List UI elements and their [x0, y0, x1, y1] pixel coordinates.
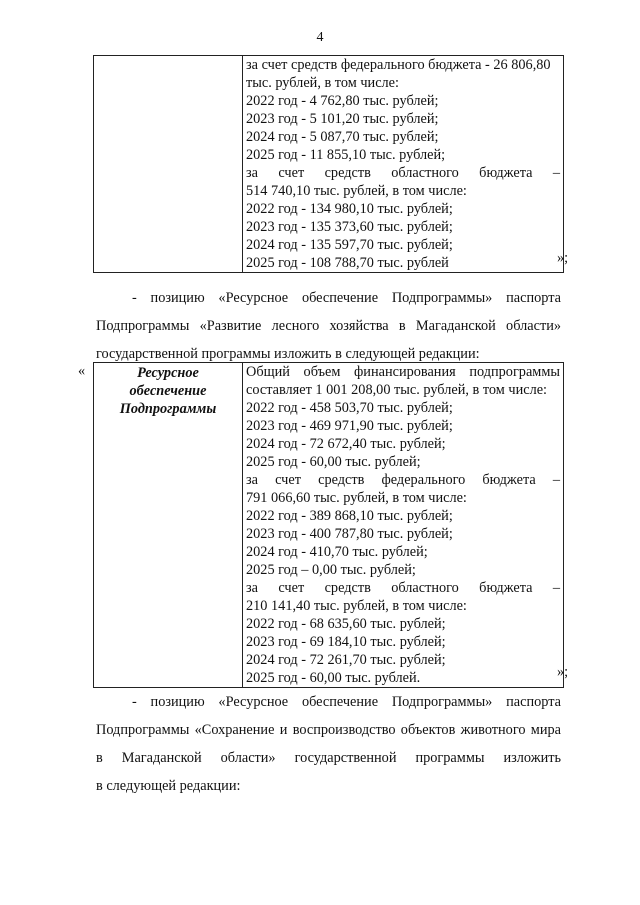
table2-value-cell [243, 363, 564, 688]
table2-line: 2025 год - 60,00 тыс. рублей; [246, 454, 421, 470]
table2-label-cell: Ресурсное обеспечение Подпрограммы [94, 363, 243, 688]
table2-line: 2024 год - 72 261,70 тыс. рублей; [246, 652, 446, 668]
paragraph1-line: Подпрограммы «Развитие лесного хозяйства в Магаданской области» [96, 318, 561, 334]
table1-line: 2024 год - 5 087,70 тыс. рублей; [246, 129, 439, 145]
table1-line: 514 740,10 тыс. рублей, в том числе: [246, 183, 467, 199]
paragraph2-line: Подпрограммы «Сохранение и воспроизводство объектов животного мира [96, 722, 561, 738]
table1-label-cell [94, 56, 243, 273]
paragraph2-line: в следующей редакции: [96, 778, 241, 794]
table1-line: 2024 год - 135 597,70 тыс. рублей; [246, 237, 453, 253]
table2-close-quote: »; [557, 664, 569, 680]
table1-line: 2022 год - 4 762,80 тыс. рублей; [246, 93, 439, 109]
instruction-paragraph-2 [96, 688, 561, 800]
table2-line: за счет средств федерального бюджета – [246, 472, 560, 488]
table2-line: 2023 год - 69 184,10 тыс. рублей; [246, 634, 446, 650]
table1-line: тыс. рублей, в том числе: [246, 75, 399, 91]
page-number: 4 [316, 30, 324, 45]
table2-line: 2022 год - 389 868,10 тыс. рублей; [246, 508, 453, 524]
table1-line: 2025 год - 108 788,70 тыс. рублей [246, 255, 449, 271]
table2-line: 2025 год – 0,00 тыс. рублей; [246, 562, 416, 578]
table2-line: 2024 год - 72 672,40 тыс. рублей; [246, 436, 446, 452]
table2-line: за счет средств областного бюджета – [246, 580, 560, 596]
table2-line: 2023 год - 400 787,80 тыс. рублей; [246, 526, 453, 542]
table1-line: 2022 год - 134 980,10 тыс. рублей; [246, 201, 453, 217]
table2-line: составляет 1 001 208,00 тыс. рублей, в том числе: [246, 382, 548, 398]
table2-line: 2022 год - 458 503,70 тыс. рублей; [246, 400, 453, 416]
paragraph1-line: государственной программы изложить в следующей редакции: [96, 346, 480, 362]
table1-line: за счет средств федерального бюджета - 26 806,80 [246, 57, 551, 73]
paragraph1-line: - позицию «Ресурсное обеспечение Подпрограммы» паспорта [132, 290, 561, 306]
table2-line: 210 141,40 тыс. рублей, в том числе: [246, 598, 467, 614]
table1-value-cell [243, 56, 564, 273]
table1-line: 2023 год - 5 101,20 тыс. рублей; [246, 111, 439, 127]
table1-line: 2023 год - 135 373,60 тыс. рублей; [246, 219, 453, 235]
paragraph2-line: в Магаданской области» государственной программы изложить [96, 750, 561, 766]
table2-line: Общий объем финансирования подпрограммы [246, 364, 560, 380]
resource-table-1 [93, 55, 564, 273]
instruction-paragraph-1 [96, 284, 561, 368]
table1-line: 2025 год - 11 855,10 тыс. рублей; [246, 147, 446, 163]
table1-close-quote: »; [557, 250, 569, 266]
paragraph2-line: - позицию «Ресурсное обеспечение Подпрограммы» паспорта [132, 694, 561, 710]
table2-open-quote: « [78, 363, 86, 379]
resource-table-2 [93, 362, 564, 688]
table2-line: 2022 год - 68 635,60 тыс. рублей; [246, 616, 446, 632]
table2-line: 2025 год - 60,00 тыс. рублей. [246, 670, 421, 686]
table2-line: 2024 год - 410,70 тыс. рублей; [246, 544, 428, 560]
table2-line: 2023 год - 469 971,90 тыс. рублей; [246, 418, 453, 434]
table1-line: за счет средств областного бюджета – [246, 165, 560, 181]
table2-line: 791 066,60 тыс. рублей, в том числе: [246, 490, 467, 506]
